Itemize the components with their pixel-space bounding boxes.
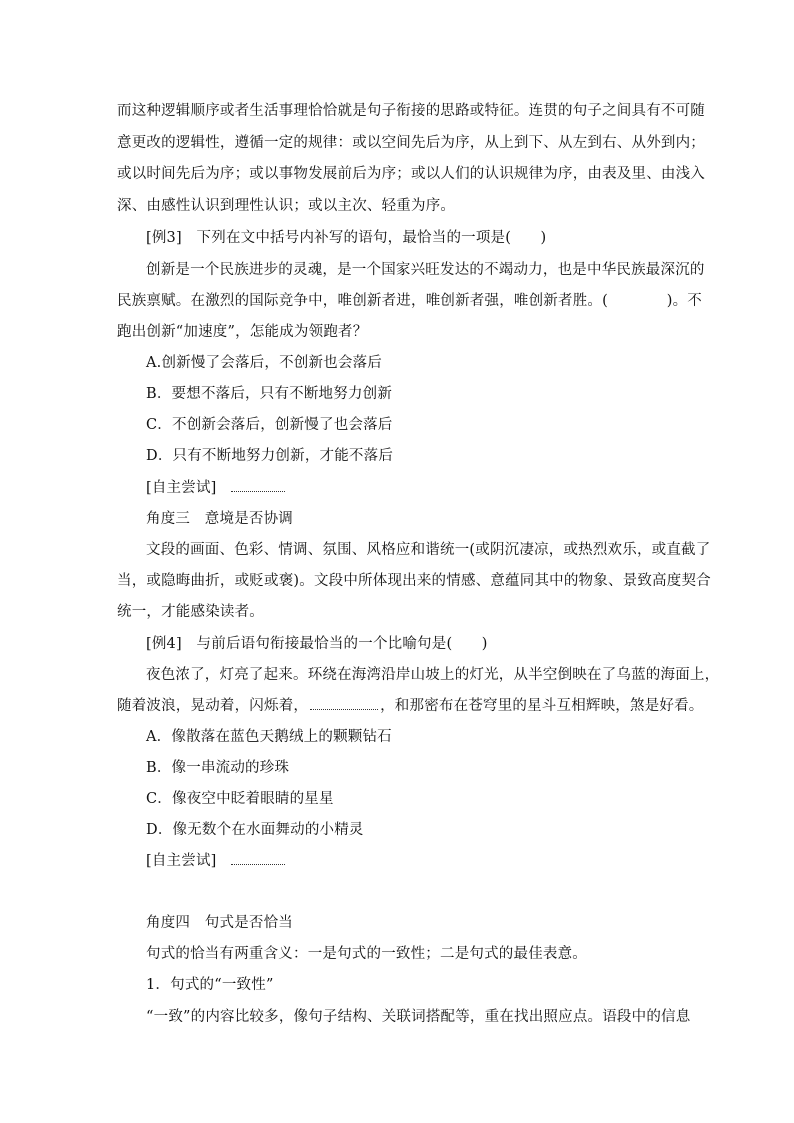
angle3-title: 角度三 意境是否协调	[146, 511, 293, 527]
example4-option-d: D．像无数个在水面舞动的小精灵	[146, 822, 364, 838]
example3-option-a: A.创新慢了会落后，不创新也会落后	[146, 355, 382, 371]
example3-option-b: B．要想不落后，只有不断地努力创新	[146, 386, 393, 402]
example3-question: [例3] 下列在文中括号内补写的语句，最恰当的一项是( )	[146, 230, 547, 246]
angle3-line-2: 当，或隐晦曲折，或贬或褒)。文段中所体现出来的情感、意蕴同其中的物象、景致高度契合	[117, 573, 711, 589]
example3-self-try	[146, 478, 287, 498]
angle4-title: 角度四 句式是否恰当	[146, 915, 293, 931]
example4-question: [例4] 与前后语句衔接最恰当的一个比喻句是( )	[146, 636, 488, 652]
example4-passage-before-blank: 随着波浪，晃动着，闪烁着，	[117, 698, 309, 714]
intro-line-2: 意更改的逻辑性，遵循一定的规律：或以空间先后为序，从上到下、从左到右、从外到内；	[117, 135, 705, 151]
intro-line-1: 而这种逻辑顺序或者生活事理恰恰就是句子衔接的思路或特征。连贯的句子之间具有不可随	[117, 103, 705, 119]
intro-line-3: 或以时间先后为序；或以事物发展前后为序；或以人们的认识规律为序，由表及里、由浅入	[117, 166, 705, 182]
example4-option-b: B．像一串流动的珍珠	[146, 760, 290, 776]
example3-passage-line-3: 跑出创新“加速度”，怎能成为领跑者？	[117, 324, 368, 340]
example3-passage-line-2: 民族禀赋。在激烈的国际竞争中，唯创新者进，唯创新者强，唯创新者胜。( )。不	[117, 293, 703, 309]
angle3-line-1: 文段的画面、色彩、情调、氛围、风格应和谐统一(或阴沉凄凉，或热烈欢乐，或直截了	[146, 542, 711, 558]
example3-passage-line-1: 创新是一个民族进步的灵魂，是一个国家兴旺发达的不竭动力，也是中华民族最深沉的	[146, 262, 705, 278]
intro-line-4: 深、由感性认识到理性认识；或以主次、轻重为序。	[117, 198, 456, 214]
example4-passage-line-2	[117, 696, 704, 716]
example4-passage-line-1: 夜色浓了，灯亮了起来。环绕在海湾沿岸山坡上的灯光，从半空倒映在了乌蓝的海面上，	[146, 667, 720, 683]
angle3-line-3: 统一，才能感染读者。	[117, 604, 264, 620]
example3-self-try-label: [自主尝试]	[146, 480, 217, 496]
angle4-intro: 句式的恰当有两重含义：一是句式的一致性；二是句式的最佳表意。	[146, 946, 587, 962]
example3-option-c: C．不创新会落后，创新慢了也会落后	[146, 417, 393, 433]
example4-self-try-label: [自主尝试]	[146, 853, 217, 869]
example4-option-c: C．像夜空中眨着眼睛的星星	[146, 791, 334, 807]
example3-option-d: D．只有不断地努力创新，才能不落后	[146, 448, 394, 464]
example3-answer-blank	[231, 479, 285, 492]
example4-self-try	[146, 851, 287, 871]
example4-passage-after-blank: ，和那密布在苍穹里的星斗互相辉映，煞是好看。	[380, 698, 704, 714]
example4-answer-blank	[231, 852, 285, 865]
angle4-sub1-text: “一致”的内容比较多，像句子结构、关联词搭配等，重在找出照应点。语段中的信息	[146, 1009, 691, 1025]
example4-option-a: A．像散落在蓝色天鹅绒上的颗颗钻石	[146, 729, 392, 745]
angle4-subheading-1: 1．句式的“一致性”	[146, 977, 274, 993]
example4-passage-blank	[310, 697, 378, 710]
